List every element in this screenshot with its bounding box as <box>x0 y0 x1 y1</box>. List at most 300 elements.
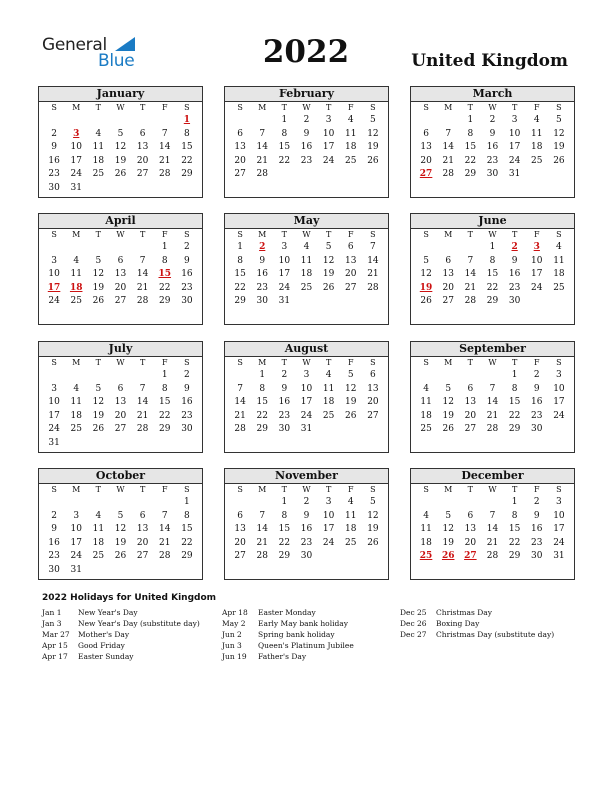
holiday-day-cell: 1 <box>183 115 191 125</box>
weekday-label: S <box>556 485 562 494</box>
empty-day-cell <box>251 496 273 510</box>
month-september <box>410 341 575 453</box>
day-cell: 4 <box>423 383 429 394</box>
day-cell: 20 <box>345 269 357 279</box>
holiday-day-cell: 26 <box>441 551 455 561</box>
day-cell: 13 <box>114 269 127 279</box>
holiday-date: Jun 19 <box>222 652 247 661</box>
day-cell: 23 <box>486 155 499 166</box>
logo-text-blue: Blue <box>98 51 135 71</box>
holiday-item <box>42 651 200 662</box>
day-cell: 18 <box>345 524 357 534</box>
day-cell: 18 <box>322 397 335 407</box>
day-cell: 30 <box>48 564 60 575</box>
holidays-title: 2022 Holidays for United Kingdom <box>42 593 217 603</box>
day-cell: 7 <box>370 242 376 252</box>
holiday-name: New Year's Day <box>78 608 138 617</box>
day-cell: 29 <box>159 424 171 434</box>
day-cell: 29 <box>234 296 246 306</box>
day-cell: 8 <box>281 128 288 139</box>
holiday-day-cell: 27 <box>419 169 433 179</box>
holiday-name: Easter Sunday <box>78 652 134 661</box>
day-cell: 7 <box>237 383 243 394</box>
holiday-item <box>42 607 200 618</box>
day-cell: 19 <box>345 397 357 407</box>
day-cell: 2 <box>489 115 496 125</box>
day-cell: 9 <box>511 255 518 266</box>
empty-day-cell <box>65 496 87 510</box>
day-cell: 28 <box>367 282 379 293</box>
day-cell: 28 <box>256 551 268 561</box>
month-april <box>38 213 203 325</box>
holiday-column <box>400 607 554 640</box>
day-cell: 6 <box>139 510 146 521</box>
day-cell: 21 <box>486 410 499 421</box>
weekday-label: S <box>423 358 429 367</box>
day-cell: 27 <box>367 410 379 421</box>
day-cell: 27 <box>464 424 477 434</box>
holiday-day-cell: 19 <box>419 282 433 293</box>
day-cell: 25 <box>345 537 357 548</box>
day-cell: 17 <box>553 524 565 534</box>
day-cell: 2 <box>303 497 310 507</box>
holiday-name: Boxing Day <box>436 619 480 628</box>
day-cell: 13 <box>464 524 477 534</box>
empty-day-cell <box>109 241 131 255</box>
empty-day-cell <box>229 114 251 128</box>
day-cell: 23 <box>181 282 193 293</box>
day-cell: 9 <box>489 128 496 139</box>
empty-day-cell <box>415 241 437 255</box>
day-cell: 22 <box>278 155 291 166</box>
day-cell: 24 <box>531 282 543 293</box>
day-cell: 10 <box>300 383 313 394</box>
day-cell: 20 <box>464 410 477 421</box>
weekday-label: S <box>51 230 57 239</box>
day-cell: 4 <box>73 383 80 394</box>
day-cell: 24 <box>553 410 565 421</box>
day-cell: 8 <box>511 510 518 521</box>
day-cell: 25 <box>420 424 432 434</box>
weekday-label: M <box>258 485 267 494</box>
day-cell: 2 <box>533 370 540 380</box>
day-cell: 7 <box>489 383 496 394</box>
day-cell: 19 <box>442 537 454 548</box>
day-cell: 20 <box>114 282 127 293</box>
day-cell: 13 <box>114 397 127 407</box>
day-cell: 4 <box>95 128 102 139</box>
day-cell: 3 <box>51 383 57 394</box>
day-cell: 19 <box>442 410 454 421</box>
day-cell: 29 <box>256 424 268 434</box>
day-cell: 17 <box>531 269 543 279</box>
day-cell: 7 <box>445 128 452 139</box>
day-cell: 14 <box>442 142 454 152</box>
day-cell: 12 <box>322 255 335 266</box>
day-cell: 4 <box>303 242 310 252</box>
day-cell: 15 <box>464 142 477 152</box>
day-cell: 12 <box>114 142 127 152</box>
day-cell: 11 <box>345 128 357 139</box>
month-july <box>38 341 203 453</box>
day-cell: 7 <box>161 128 168 139</box>
day-cell: 8 <box>161 255 168 266</box>
day-cell: 4 <box>556 242 562 252</box>
empty-day-cell <box>109 369 131 383</box>
day-cell: 22 <box>464 155 477 166</box>
day-cell: 4 <box>325 370 332 380</box>
weekday-label: W <box>302 485 311 494</box>
day-cell: 23 <box>181 410 193 421</box>
day-cell: 2 <box>303 115 310 125</box>
day-cell: 28 <box>256 169 268 179</box>
day-cell: 12 <box>114 524 127 534</box>
day-cell: 16 <box>48 537 60 548</box>
holiday-name: Mother's Day <box>78 630 130 639</box>
day-cell: 8 <box>259 383 266 394</box>
day-cell: 3 <box>51 255 57 266</box>
day-cell: 9 <box>184 255 190 266</box>
day-cell: 3 <box>325 115 332 125</box>
day-cell: 27 <box>136 169 149 179</box>
day-cell: 4 <box>533 115 540 125</box>
month-june <box>410 213 575 325</box>
weekday-label: F <box>161 358 168 367</box>
day-cell: 27 <box>442 296 454 306</box>
day-cell: 14 <box>159 142 171 152</box>
day-cell: 3 <box>73 510 80 521</box>
day-cell: 29 <box>464 169 477 179</box>
month-name: August <box>225 342 388 357</box>
day-cell: 27 <box>114 296 127 306</box>
day-cell: 18 <box>531 142 543 152</box>
day-cell: 5 <box>556 115 562 125</box>
day-cell: 13 <box>234 142 246 152</box>
weekday-label: S <box>423 103 429 112</box>
day-cell: 20 <box>367 397 379 407</box>
day-cell: 29 <box>181 169 193 179</box>
weekday-label: M <box>258 230 267 239</box>
month-january <box>38 86 203 198</box>
weekday-label: M <box>258 103 267 112</box>
weekday-label: S <box>237 230 243 239</box>
day-cell: 15 <box>181 524 193 534</box>
day-cell: 16 <box>508 269 521 279</box>
day-cell: 17 <box>70 155 82 166</box>
day-cell: 30 <box>531 424 543 434</box>
holiday-date: Jun 3 <box>222 641 242 650</box>
holiday-item <box>400 618 554 629</box>
day-cell: 17 <box>322 524 335 534</box>
month-name: March <box>411 87 574 102</box>
day-cell: 25 <box>322 410 335 421</box>
weekday-label: W <box>488 230 497 239</box>
day-cell: 5 <box>117 510 124 521</box>
day-cell: 21 <box>234 410 246 421</box>
country-title: United Kingdom <box>411 51 568 71</box>
day-cell: 16 <box>278 397 291 407</box>
day-cell: 28 <box>136 424 149 434</box>
day-cell: 8 <box>161 383 168 394</box>
day-cell: 11 <box>322 383 335 394</box>
day-cell: 1 <box>161 370 168 380</box>
weekday-label: S <box>556 358 562 367</box>
weekday-label: M <box>72 485 81 494</box>
day-cell: 21 <box>464 282 477 293</box>
empty-day-cell <box>481 496 503 510</box>
day-cell: 30 <box>278 424 291 434</box>
holiday-day-cell: 25 <box>419 551 433 561</box>
day-cell: 4 <box>73 255 80 266</box>
holiday-item <box>400 607 554 618</box>
day-cell: 20 <box>136 155 149 166</box>
month-name: February <box>225 87 388 102</box>
day-cell: 26 <box>345 410 357 421</box>
day-cell: 12 <box>367 128 379 139</box>
weekday-label: S <box>51 485 57 494</box>
weekday-label: T <box>511 358 518 367</box>
day-cell: 26 <box>92 296 105 306</box>
day-cell: 24 <box>508 155 521 166</box>
weekday-label: S <box>370 358 376 367</box>
day-cell: 30 <box>300 551 313 561</box>
day-cell: 22 <box>159 410 171 421</box>
holiday-name: Christmas Day (substitute day) <box>436 630 555 639</box>
day-cell: 30 <box>508 296 521 306</box>
day-cell: 11 <box>92 142 105 152</box>
day-cell: 8 <box>184 128 190 139</box>
empty-day-cell <box>154 114 176 128</box>
day-cell: 13 <box>136 524 149 534</box>
holiday-item <box>42 640 200 651</box>
day-cell: 7 <box>161 510 168 521</box>
day-cell: 22 <box>159 282 171 293</box>
day-cell: 19 <box>114 155 127 166</box>
weekday-label: W <box>302 358 311 367</box>
day-cell: 1 <box>161 242 168 252</box>
weekday-label: T <box>95 230 102 239</box>
weekday-label: W <box>488 358 497 367</box>
day-cell: 11 <box>420 524 432 534</box>
day-cell: 1 <box>184 497 190 507</box>
day-cell: 14 <box>486 397 499 407</box>
weekday-label: T <box>95 358 102 367</box>
day-cell: 6 <box>467 510 474 521</box>
holiday-item <box>42 629 200 640</box>
day-cell: 10 <box>48 269 60 279</box>
calendar-year-title: 2022 <box>262 34 350 70</box>
day-cell: 1 <box>511 497 518 507</box>
day-cell: 21 <box>442 155 454 166</box>
day-cell: 23 <box>531 410 543 421</box>
day-cell: 5 <box>95 255 102 266</box>
day-cell: 1 <box>281 115 288 125</box>
weekday-label: M <box>444 103 453 112</box>
month-name: January <box>39 87 202 102</box>
weekday-label: T <box>467 485 474 494</box>
holiday-item <box>222 651 354 662</box>
weekday-label: S <box>237 103 243 112</box>
day-cell: 3 <box>556 497 562 507</box>
day-cell: 30 <box>181 424 193 434</box>
day-cell: 31 <box>508 169 521 179</box>
weekday-label: S <box>556 230 562 239</box>
weekday-label: F <box>347 230 354 239</box>
holiday-date: Dec 25 <box>400 608 427 617</box>
day-cell: 19 <box>92 282 105 293</box>
empty-day-cell <box>229 496 251 510</box>
day-cell: 9 <box>259 255 266 266</box>
month-name: November <box>225 469 388 484</box>
day-cell: 24 <box>48 296 60 306</box>
month-march <box>410 86 575 198</box>
weekday-label: W <box>116 485 125 494</box>
day-cell: 16 <box>48 155 60 166</box>
day-cell: 9 <box>184 383 190 394</box>
day-cell: 6 <box>445 255 452 266</box>
day-cell: 15 <box>181 142 193 152</box>
day-cell: 24 <box>300 410 313 421</box>
weekday-label: T <box>281 230 288 239</box>
day-cell: 29 <box>159 296 171 306</box>
weekday-label: S <box>556 103 562 112</box>
weekday-label: W <box>116 230 125 239</box>
empty-day-cell <box>132 241 154 255</box>
day-cell: 24 <box>322 537 335 548</box>
day-cell: 13 <box>420 142 432 152</box>
day-cell: 30 <box>181 296 193 306</box>
holiday-day-cell: 2 <box>511 242 518 252</box>
day-cell: 25 <box>553 282 565 293</box>
empty-day-cell <box>251 114 273 128</box>
day-cell: 30 <box>486 169 499 179</box>
day-cell: 10 <box>508 128 521 139</box>
day-cell: 16 <box>531 397 543 407</box>
day-cell: 16 <box>300 524 313 534</box>
month-may <box>224 213 389 325</box>
day-cell: 20 <box>420 155 432 166</box>
day-cell: 18 <box>92 537 105 548</box>
day-cell: 11 <box>420 397 432 407</box>
month-name: April <box>39 214 202 229</box>
day-cell: 18 <box>553 269 565 279</box>
day-cell: 10 <box>70 142 82 152</box>
holiday-date: Apr 15 <box>42 641 68 650</box>
weekday-label: S <box>184 230 190 239</box>
holiday-name: Spring bank holiday <box>258 630 335 639</box>
day-cell: 23 <box>300 537 313 548</box>
day-cell: 6 <box>237 128 243 139</box>
empty-day-cell <box>415 114 437 128</box>
day-cell: 2 <box>281 370 288 380</box>
day-cell: 13 <box>442 269 454 279</box>
day-cell: 6 <box>237 510 243 521</box>
weekday-label: T <box>139 485 146 494</box>
day-cell: 26 <box>442 424 454 434</box>
day-cell: 24 <box>278 282 291 293</box>
weekday-label: S <box>184 485 190 494</box>
empty-day-cell <box>43 114 65 128</box>
day-cell: 24 <box>70 551 82 561</box>
day-cell: 3 <box>325 497 332 507</box>
day-cell: 23 <box>256 282 268 293</box>
weekday-label: F <box>347 485 354 494</box>
holiday-date: May 2 <box>222 619 246 628</box>
day-cell: 2 <box>51 510 57 521</box>
day-cell: 10 <box>48 397 60 407</box>
day-cell: 21 <box>159 155 171 166</box>
day-cell: 1 <box>281 497 288 507</box>
month-august <box>224 341 389 453</box>
day-cell: 10 <box>322 510 335 521</box>
holiday-column <box>42 607 200 662</box>
day-cell: 25 <box>92 169 105 179</box>
weekday-label: W <box>116 103 125 112</box>
holiday-name: Early May bank holiday <box>258 619 349 628</box>
month-february <box>224 86 389 198</box>
weekday-label: S <box>184 358 190 367</box>
weekday-label: S <box>423 485 429 494</box>
day-cell: 10 <box>278 255 291 266</box>
day-cell: 16 <box>300 142 313 152</box>
month-name: July <box>39 342 202 357</box>
day-cell: 11 <box>92 524 105 534</box>
day-cell: 11 <box>70 269 82 279</box>
day-cell: 8 <box>237 255 243 266</box>
day-cell: 1 <box>511 370 518 380</box>
weekday-label: T <box>95 103 102 112</box>
empty-day-cell <box>154 496 176 510</box>
empty-day-cell <box>87 369 109 383</box>
day-cell: 17 <box>70 537 82 548</box>
day-cell: 27 <box>136 551 149 561</box>
day-cell: 9 <box>281 383 288 394</box>
weekday-label: F <box>161 103 168 112</box>
month-name: June <box>411 214 574 229</box>
day-cell: 31 <box>48 437 60 448</box>
logo-text-general: General <box>42 35 107 55</box>
weekday-label: F <box>161 230 168 239</box>
empty-day-cell <box>43 496 65 510</box>
empty-day-cell <box>65 114 87 128</box>
day-cell: 28 <box>159 169 171 179</box>
day-cell: 25 <box>345 155 357 166</box>
day-cell: 15 <box>508 524 521 534</box>
day-cell: 20 <box>114 410 127 421</box>
holiday-item <box>42 618 200 629</box>
day-cell: 26 <box>553 155 565 166</box>
day-cell: 5 <box>370 497 376 507</box>
day-cell: 21 <box>136 410 149 421</box>
day-cell: 30 <box>531 551 543 561</box>
weekday-label: T <box>467 103 474 112</box>
day-cell: 31 <box>300 424 313 434</box>
month-name: September <box>411 342 574 357</box>
empty-day-cell <box>132 496 154 510</box>
day-cell: 23 <box>508 282 521 293</box>
day-cell: 15 <box>278 524 291 534</box>
day-cell: 5 <box>370 115 376 125</box>
weekday-label: W <box>302 103 311 112</box>
empty-day-cell <box>481 369 503 383</box>
day-cell: 18 <box>345 142 357 152</box>
day-cell: 6 <box>117 383 124 394</box>
day-cell: 5 <box>325 242 332 252</box>
day-cell: 19 <box>367 524 379 534</box>
day-cell: 19 <box>114 537 127 548</box>
weekday-label: M <box>258 358 267 367</box>
day-cell: 22 <box>508 410 521 421</box>
